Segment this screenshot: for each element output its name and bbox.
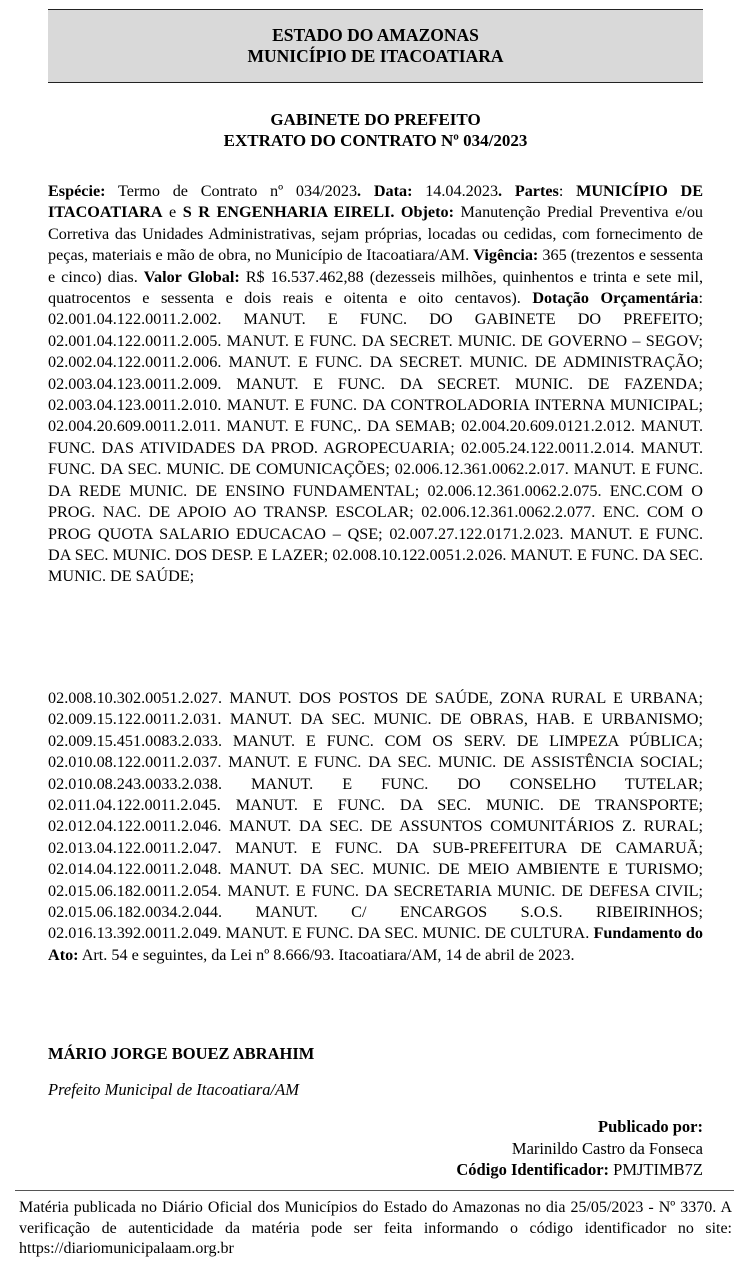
especie-label: Espécie: — [48, 182, 106, 200]
office-title: GABINETE DO PREFEITO — [270, 110, 481, 129]
data-value: 14.04.2023 — [412, 182, 499, 200]
objeto-label: Objeto: — [400, 203, 454, 222]
especie-value: Termo de Contrato nº 034/2023 — [105, 182, 358, 200]
valor-value: R$ 16.537.462,88 (dezesseis milhões, quinhentos e trinta e sete mil, quatrocentos e sessenta e dois reais e oitenta e oito centavos). — [48, 267, 704, 308]
party-municipality: MUNICÍPIO DE ITACOATIARA — [48, 182, 704, 222]
contract-title: EXTRATO DO CONTRATO Nº 034/2023 — [223, 130, 528, 150]
section-title — [48, 110, 703, 151]
identifier-code-label: Código Identificador: — [456, 1160, 610, 1179]
objeto-value: Manutenção Predial Preventiva e/ou Corretiva das Unidades Administrativas, sejam próprias, locadas ou cedidas, com fornecimento de peças, materiais e mão de obra, no Município de Itacoatiara/AM. — [48, 203, 704, 265]
dotacao-text-part1: : 02.001.04.122.0011.2.002. MANUT. E FUNC. DO GABINETE DO PREFEITO; 02.001.04.122.0011.2.005. MANUT. E FUNC. DA SECRET. MUNIC. DE GOVERNO – SEGOV; 02.002.04.122.0011.2.006. MANUT. E FUNC. DA SECRET. MUNIC. DE ADMINISTRAÇÃO; 02.003.04.123.0011.2.009. MANUT. E FUNC. DA SECRET. MUNIC. DE FAZENDA; 02.003.04.123.0011.2.010. MANUT. E FUNC. DA CONTROLADORIA INTERNA MUNICIPAL; 02.004.20.609.0011.2.011. MANUT. E FUNC,. DA SEMAB; 02.004.20.609.0121.2.012. MANUT. FUNC. DAS ATIVIDADES DA PROD. AGROPECUARIA; 02.005.24.122.0011.2.014. MANUT. FUNC. DA SEC. MUNIC. DE COMUNICAÇÕES; 02.006.12.361.0062.2.017. MANUT. E FUNC. DA REDE MUNIC. DE ENSINO FUNDAMENTAL; 02.006.12.361.0062.2.075. ENC.COM O PROG. NAC. DE APOIO AO TRANSP. ESCOLAR; 02.006.12.361.0062.2.077. ENC. COM O PROG QUOTA SALARIO EDUCACAO – QSE; 02.007.27.122.0171.2.023. MANUT. E FUNC. DA SEC. MUNIC. DOS DESP. E LAZER; 02.008.10.122.0051.2.026. MANUT. E FUNC. DA SEC. MUNIC. DE SAÚDE; — [48, 289, 703, 586]
dotacao-label: Dotação Orçamentária — [532, 289, 699, 308]
published-by-label: Publicado por: — [598, 1117, 703, 1136]
contract-body: Espécie: Termo de Contrato nº 034/2023. Data: 14.04.2023. Partes: MUNICÍPIO DE ITACOATIARA e S R ENGENHARIA EIRELI. Objeto: Manutenção Predial Preventiva e/ou Corretiva das Unidades Administrativas, sejam próprias, locadas ou cedidas, com fornecimento de peças, materiais e mão de obra, no Município de Itacoatiara/AM. Vigência: 365 (trezentos e sessenta e cinco) dias. Valor Global: R$ 16.537.462,88 (dezesseis milhões, quinhentos e trinta e sete mil, quatrocentos e sessenta e dois reais e oitenta e oito centavos). Dotação Orçamentária: 02.001.04.122.0011.2.002. MANUT. E FUNC. DO GABINETE DO PREFEITO; 02.001.04.122.0011.2.005. MANUT. E FUNC. DA SECRET. MUNIC. DE GOVERNO – SEGOV; 02.002.04.122.0011.2.006. MANUT. E FUNC. DA SECRET. MUNIC. DE ADMINISTRAÇÃO; 02.003.04.123.0011.2.009. MANUT. E FUNC. DA SECRET. MUNIC. DE FAZENDA; 02.003.04.123.0011.2.010. MANUT. E FUNC. DA CONTROLADORIA INTERNA MUNICIPAL; 02.004.20.609.0011.2.011. MANUT. E FUNC,. DA SEMAB; 02.004.20.609.0121.2.012. MANUT. FUNC. DAS ATIVIDADES DA PROD. AGROPECUARIA; 02.005.24.122.0011.2.014. MANUT. FUNC. DA SEC. MUNIC. DE COMUNICAÇÕES; 02.006.12.361.0062.2.017. MANUT. E FUNC. DA REDE MUNIC. DE ENSINO FUNDAMENTAL; 02.006.12.361.0062.2.075. ENC.COM O PROG. NAC. DE APOIO AO TRANSP. ESCOLAR; 02.006.12.361.0062.2.077. ENC. COM O PROG QUOTA SALARIO EDUCACAO – QSE; 02.007.27.122.0171.2.023. MANUT. E FUNC. DA SEC. MUNIC. DOS DESP. E LAZER; 02.008.10.122.0051.2.026. MANUT. E FUNC. DA SEC. MUNIC. DE SAÚDE; — [48, 182, 704, 586]
partes-label: Partes — [514, 182, 559, 200]
footer-divider — [15, 1190, 734, 1191]
publisher-name: Marinildo Castro da Fonseca — [511, 1138, 703, 1158]
identifier-code-value: PMJTIMB7Z — [609, 1160, 703, 1179]
document-header — [48, 9, 703, 83]
vigencia-label: Vigência: — [473, 246, 539, 265]
signer-role: Prefeito Municipal de Itacoatiara/AM — [48, 1080, 299, 1099]
data-label: Data: — [373, 182, 413, 200]
header-municipality: MUNICÍPIO DE ITACOATIARA — [247, 46, 504, 66]
valor-label: Valor Global: — [143, 267, 240, 286]
contract-body-continued — [48, 688, 703, 966]
footer-note: Matéria publicada no Diário Oficial dos Municípios do Estado do Amazonas no dia 25/05/2023 - Nº 3370. A verificação de autenticidade da matéria pode ser feita informando o código identificador no site: https://diariomunicipalaam.org.br — [19, 1199, 732, 1257]
fundamento-value: Art. 54 e seguintes, da Lei nº 8.666/93. Itacoatiara/AM, 14 de abril de 2023. — [78, 945, 575, 964]
publication-info — [456, 1116, 703, 1181]
signer-name: MÁRIO JORGE BOUEZ ABRAHIM — [48, 1044, 315, 1063]
party-separator: e — [162, 203, 183, 222]
fundamento-label: Fundamento do Ato: — [48, 924, 703, 964]
header-state: ESTADO DO AMAZONAS — [272, 25, 479, 45]
party-contractor: S R ENGENHARIA EIRELI. — [182, 203, 395, 222]
vigencia-value: 365 (trezentos e sessenta e cinco) dias. — [48, 246, 704, 286]
dotacao-text-part2: 02.008.10.302.0051.2.027. MANUT. DOS POSTOS DE SAÚDE, ZONA RURAL E URBANA; 02.009.15.122.0011.2.031. MANUT. DA SEC. MUNIC. DE OBRAS, HAB. E URBANISMO; 02.009.15.451.0083.2.033. MANUT. E FUNC. COM OS SERV. DE LIMPEZA PÚBLICA; 02.010.08.122.0011.2.037. MANUT. E FUNC. DA SEC. MUNIC. DE ASSISTÊNCIA SOCIAL; 02.010.08.243.0033.2.038. MANUT. E FUNC. DO CONSELHO TUTELAR; 02.011.04.122.0011.2.045. MANUT. E FUNC. DA SEC. MUNIC. DE TRANSPORTE; 02.012.04.122.0011.2.046. MANUT. DA SEC. DE ASSUNTOS COMUNITÁRIOS Z. RURAL; 02.013.04.122.0011.2.047. MANUT. E FUNC. DA SUB-PREFEITURA DE CAMARUÃ; 02.014.04.122.0011.2.048. MANUT. DA SEC. MUNIC. DE MEIO AMBIENTE E TURISMO; 02.015.06.182.0011.2.054. MANUT. E FUNC. DA SECRETARIA MUNIC. DE DEFESA CIVIL; 02.015.06.182.0034.2.044. MANUT. C/ ENCARGOS S.O.S. RIBEIRINHOS; 02.016.13.392.0011.2.049. MANUT. E FUNC. DA SEC. MUNIC. DE CULTURA. — [48, 689, 703, 943]
